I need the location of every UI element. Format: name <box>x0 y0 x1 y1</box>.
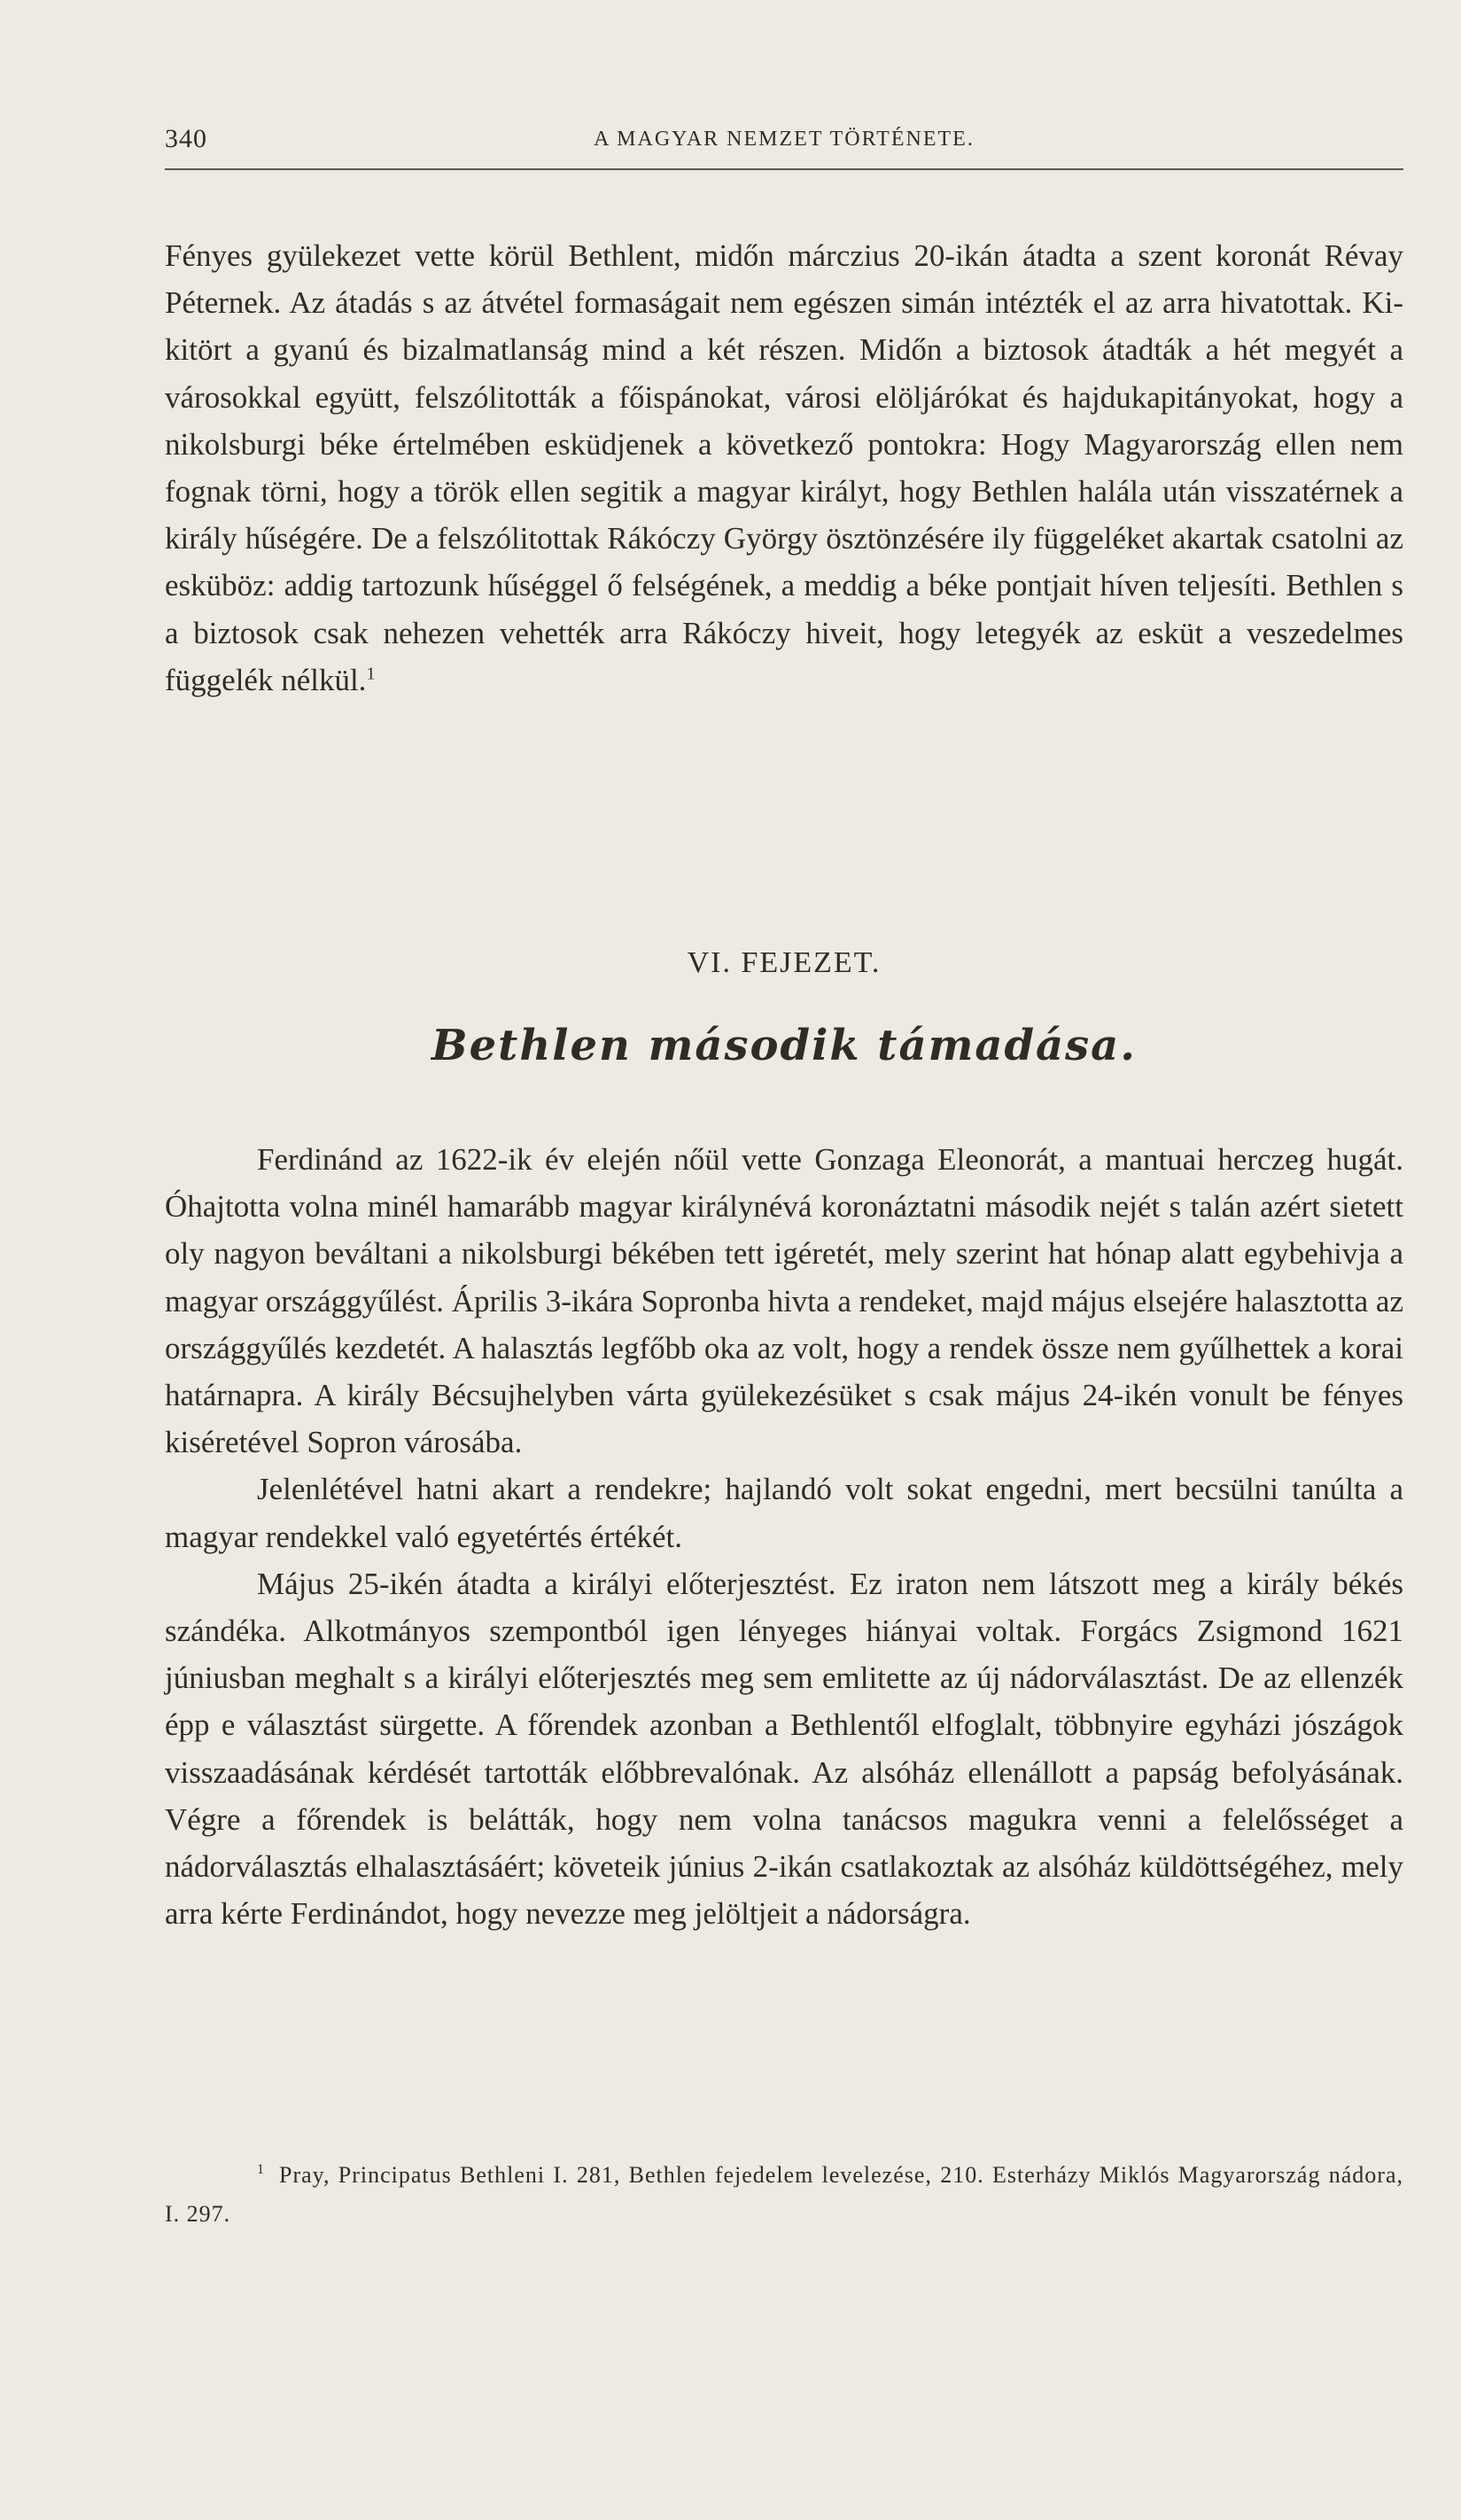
body-paragraph: Ferdinánd az 1622-ik év elején nőül vette Gonzaga Eleonorát, a mantuai herczeg hugát. Óhajtotta volna minél hamarább magyar királynévá koronáztatni második nejét s talán azért sietett oly nagyon beváltani a nikolsburgi békében tett igéretét, mely szerint hat hónap alatt egybehivja a magyar országgyűlést. Április 3-ikára Sopronba hivta a rendeket, majd május elsejére halasztotta az országgyűlés kezdetét. A halasztás legfőbb oka az volt, hogy a rendek össze nem gyűlhettek a korai határnapra. A király Bécsujhelyben várta gyülekezésüket s csak május 24-ikén vonult be fényes kiséretével Sopron városába. <box>165 1142 1403 1460</box>
running-title: A MAGYAR NEMZET TÖRTÉNETE. <box>594 128 975 151</box>
footnote-reference: 1 <box>366 664 376 684</box>
chapter-body <box>165 1136 1403 1937</box>
page-header <box>165 124 1403 170</box>
intro-paragraph-text: Fényes gyülekezet vette körül Bethlent, midőn márczius 20-ikán átadta a szent koronát Révay Péternek. Az átadás s az átvétel formaságait nem egészen simán intézték el az arra hivatottak. Ki-kitört a gyanú és bizalmatlanság mind a két részen. Midőn a biztosok átadták a hét megyét a városokkal együtt, felszólitották a főispánokat, városi elöljárókat és hajdukapitányokat, hogy a nikolsburgi béke értelmében esküdjenek a következő pontokra: Hogy Magyarország ellen nem fognak törni, hogy a török ellen segitik a magyar királyt, hogy Bethlen halála után visszatérnek a király hűségére. De a felszólitottak Rákóczy György ösztönzésére ily függeléket akartak csatolni az esküböz: addig tartozunk hűséggel ő felségének, a meddig a béke pontjait híven teljesíti. Bethlen s a biztosok csak nehezen vehették arra Rákóczy hiveit, hogy letegyék az esküt a veszedelmes függelék nélkül. <box>165 238 1403 697</box>
page-number: 340 <box>165 124 207 153</box>
body-paragraph: Jelenlétével hatni akart a rendekre; hajlandó volt sokat engedni, mert becsülni tanúlta a magyar rendekkel való egyetértés értékét. <box>165 1472 1403 1554</box>
intro-paragraph-block <box>165 232 1403 704</box>
intro-paragraph <box>165 232 1403 704</box>
chapter-number: VI. FEJEZET. <box>687 946 882 979</box>
footnote-text: Pray, Principatus Bethleni I. 281, Bethlen fejedelem levelezése, 210. Esterházy Miklós Magyarország nádora, I. 297. <box>165 2162 1403 2227</box>
body-paragraph: Május 25-ikén átadta a királyi előterjesztést. Ez iraton nem látszott meg a király békés szándéka. Alkotmányos szempontból igen lényeges hiányai voltak. Forgács Zsigmond 1621 júniusban meghalt s a királyi előterjesztés meg sem emlitette az új nádorválasztást. De az ellenzék épp e választást sürgette. A főrendek azonban a Bethlentől elfoglalt, többnyire egyházi jószágok visszaadásának kérdését tartották előbbrevalónak. Az alsóház ellenállott a papság befolyásának. Végre a főrendek is belátták, hogy nem volna tanácsos magukra venni a felelősséget a nádorválasztás elhalasztásáért; követeik június 2-ikán csatlakoztak az alsóház küldöttségéhez, mely arra kérte Ferdinándot, hogy nevezze meg jelöltjeit a nádorságra. <box>165 1566 1403 1932</box>
footnote <box>165 2156 1403 2234</box>
footnote-number: 1 <box>257 2162 265 2178</box>
chapter-title: Bethlen második támadása. <box>431 1021 1137 1070</box>
